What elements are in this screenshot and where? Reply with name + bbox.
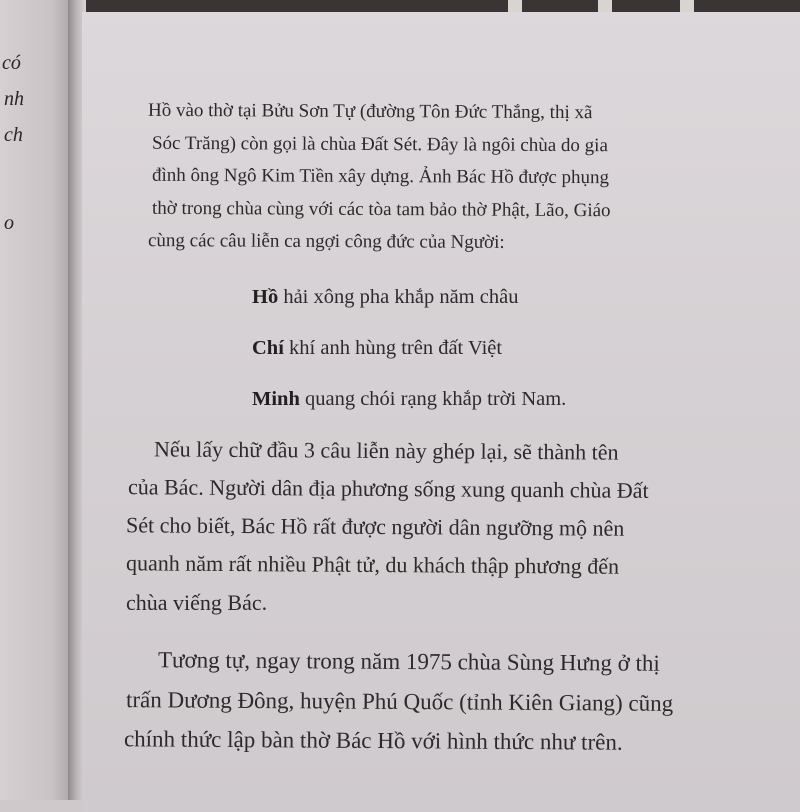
text-line: trấn Dương Đông, huyện Phú Quốc (tỉnh Kiên Giang) cũng (125, 687, 674, 716)
verse-text: hải xông pha khắp năm châu (278, 286, 519, 308)
verse-lead-word: Chí (252, 337, 284, 359)
verse-lead-word: Hồ (252, 286, 279, 308)
text-line: thờ trong chùa cùng với các tòa tam bảo thờ Phật, Lão, Giáo (151, 197, 611, 222)
verse-line (252, 337, 502, 360)
text-line: đình ông Ngô Kim Tiền xây dựng. Ảnh Bác Hồ được phụng (151, 164, 610, 189)
left-page-fragment: ch (4, 124, 23, 146)
text-line: cùng các câu liễn ca ngợi công đức của Người: (147, 230, 505, 253)
verse-line (252, 388, 566, 411)
text-line: quanh năm rất nhiều Phật tử, du khách thập phương đến (125, 550, 620, 579)
text-line: của Bác. Người dân địa phương sống xung quanh chùa Đất (127, 474, 649, 503)
book-page (82, 12, 800, 812)
verse-line (252, 286, 518, 309)
verse-text: quang chói rạng khắp trời Nam. (299, 388, 567, 410)
verse-text: khí anh hùng trên đất Việt (283, 337, 503, 359)
text-line: Sóc Trăng) còn gọi là chùa Đất Sét. Đây là ngôi chùa do gia (151, 132, 608, 157)
text-line: Nếu lấy chữ đầu 3 câu liễn này ghép lại, sẽ thành tên (153, 436, 619, 465)
text-line: chính thức lập bàn thờ Bác Hồ với hình thức như trên. (123, 726, 623, 755)
left-page-fragment: o (4, 212, 14, 234)
text-line: chùa viếng Bác. (126, 590, 268, 615)
verse-lead-word: Minh (252, 388, 300, 410)
left-page-fragment: có (2, 52, 21, 74)
text-line: Hồ vào thờ tại Bửu Sơn Tự (đường Tôn Đức Thắng, thị xã (147, 99, 593, 124)
text-line: Sét cho biết, Bác Hồ rất được người dân ngưỡng mộ nên (125, 512, 625, 541)
text-line: Tương tự, ngay trong năm 1975 chùa Sùng Hưng ở thị (157, 647, 660, 676)
left-page-fragment: nh (4, 88, 24, 110)
previous-page (0, 0, 74, 800)
